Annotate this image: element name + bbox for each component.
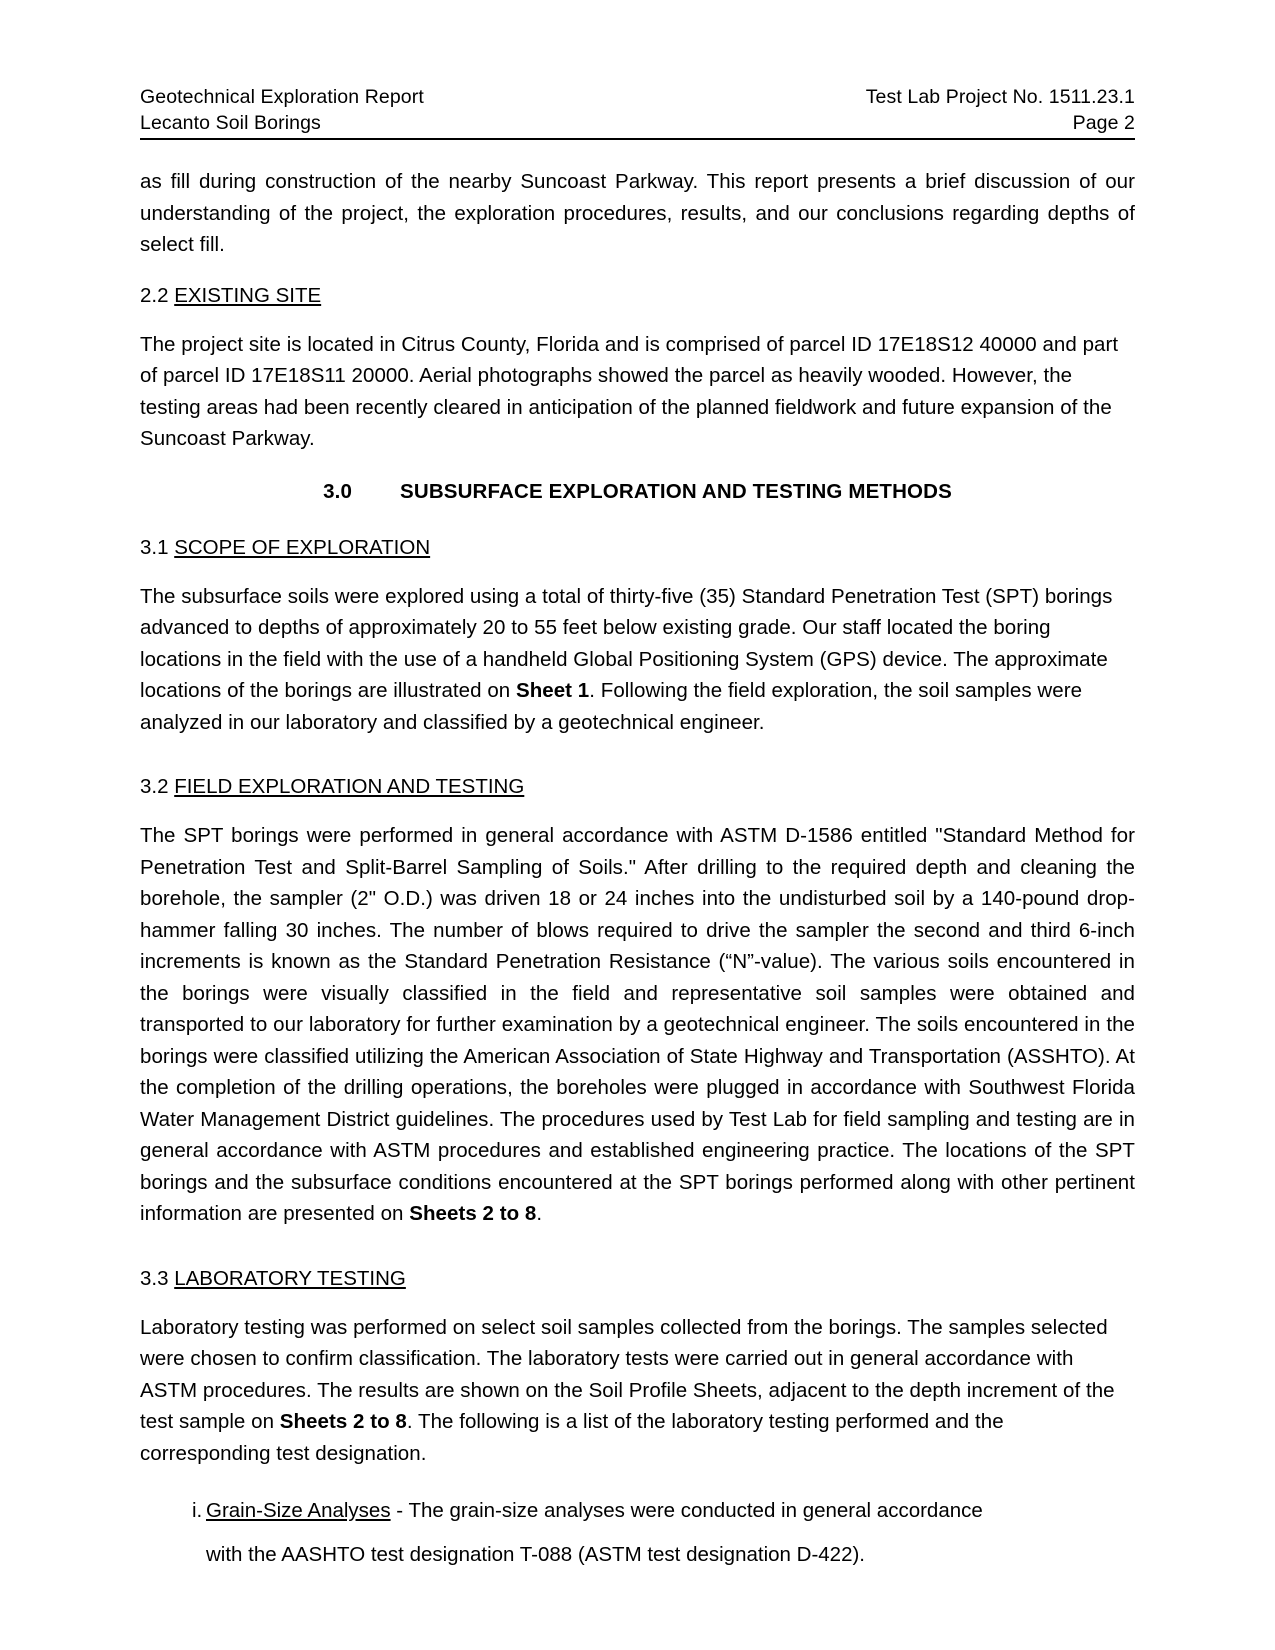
list-item-text-line1: - The grain-size analyses were conducted in general accordance	[390, 1499, 983, 1522]
section-3-2-text-part2: .	[536, 1202, 543, 1225]
section-3-1-number: 3.1	[140, 535, 169, 559]
project-number: Test Lab Project No. 1511.23.1	[865, 86, 1135, 108]
section-3-1-title: SCOPE OF EXPLORATION	[174, 535, 431, 559]
heading-section-2-2	[140, 281, 1135, 311]
heading-section-3-3	[140, 1264, 1135, 1294]
section-3-1-paragraph	[140, 581, 1135, 739]
page-number: Page 2	[1072, 112, 1135, 134]
section-3-2-title: FIELD EXPLORATION AND TESTING	[174, 775, 525, 798]
report-title: Geotechnical Exploration Report	[140, 86, 424, 108]
section-2-2-title: EXISTING SITE	[174, 283, 322, 307]
list-item-term: Grain-Size Analyses	[206, 1499, 391, 1522]
section-3-2-paragraph	[140, 820, 1135, 1230]
section-2-2-number: 2.2	[140, 283, 169, 307]
header-row-2	[140, 110, 1135, 136]
section-3-2-number: 3.2	[140, 775, 169, 798]
section-3-3-paragraph	[140, 1312, 1135, 1470]
laboratory-test-list	[140, 1489, 1135, 1577]
heading-section-3-1	[140, 533, 1135, 563]
section-3-2-sheet-reference: Sheets 2 to 8	[409, 1202, 537, 1225]
section-2-2-paragraph: The project site is located in Citrus County, Florida and is comprised of parcel ID 17E18S12 40000 and part of parcel ID 17E18S11 20000. Aerial photographs showed the parcel as heavily wooded. However, the testing areas had been recently cleared in anticipation of the planned fieldwork and future expansion of the Suncoast Parkway.	[140, 332, 1119, 450]
heading-section-3-2	[140, 772, 1135, 802]
heading-section-3-0	[140, 477, 1135, 507]
spacer	[140, 1250, 1135, 1264]
section-3-3-sheet-reference: Sheets 2 to 8	[279, 1410, 407, 1433]
section-3-1-text-part2: . Following the field exploration, the soil samples were analyzed in our laboratory and classified by a geotechnical engineer.	[140, 679, 1083, 734]
section-3-3-number: 3.3	[140, 1266, 169, 1290]
section-3-1-sheet-reference: Sheet 1	[515, 679, 590, 702]
section-3-0-number: 3.0	[323, 479, 353, 503]
list-item-text-line2: with the AASHTO test designation T-088 (ASTM test designation D-422).	[206, 1543, 865, 1566]
intro-paragraph: as fill during construction of the nearby Suncoast Parkway. This report presents a brief discussion of our understanding of the project, the exploration procedures, results, and our conclusions regarding depths of select fill.	[140, 170, 1135, 256]
report-subtitle: Lecanto Soil Borings	[140, 112, 321, 134]
section-3-3-text-part2: . The following is a list of the laboratory testing performed and the corresponding test designation.	[140, 1410, 1004, 1465]
section-3-3-text-part1: Laboratory testing was performed on select soil samples collected from the borings. The samples selected were chosen to confirm classification. The laboratory tests were carried out in general accordance with ASTM procedures. The results are shown on the Soil Profile Sheets, adjacent to the depth increment of the test sample on	[140, 1315, 1115, 1433]
page-header	[140, 84, 1135, 140]
section-3-0-title: SUBSURFACE EXPLORATION AND TESTING METHODS	[400, 479, 952, 503]
section-3-3-title: LABORATORY TESTING	[174, 1266, 406, 1290]
spacer	[140, 758, 1135, 772]
section-3-1-text-part1: The subsurface soils were explored using a total of thirty-five (35) Standard Penetration Test (SPT) borings advanced to depths of approximately 20 to 55 feet below existing grade. Our staff located the boring locations in the field with the use of a handheld Global Positioning System (GPS) device. The approximate locations of the borings are illustrated on	[140, 584, 1113, 702]
list-item-marker: i.	[192, 1499, 203, 1522]
section-3-2-text-part1: The SPT borings were performed in general accordance with ASTM D-1586 entitled "Standard Method for Penetration Test and Split-Barrel Sampling of Soils." After drilling to the required depth and cleaning the borehole, the sampler (2" O.D.) was driven 18 or 24 inches into the undisturbed soil by a 140-pound drop-hammer falling 30 inches. The number of blows required to drive the sampler the second and third 6-inch increments is known as the Standard Penetration Resistance (“N”-value). The various soils encountered in the borings were visually classified in the field and representative soil samples were obtained and transported to our laboratory for further examination by a geotechnical engineer. The soils encountered in the borings were classified utilizing the American Association of State Highway and Transportation (ASSHTO). At the completion of the drilling operations, the boreholes were plugged in accordance with Southwest Florida Water Management District guidelines. The procedures used by Test Lab for field sampling and testing are in general accordance with ASTM procedures and established engineering practice. The locations of the SPT borings and the subsurface conditions encountered at the SPT borings performed along with other pertinent information are presented on	[140, 824, 1135, 1225]
list-item	[140, 1489, 1135, 1577]
list-item-body	[206, 1489, 1135, 1577]
header-row-1	[140, 84, 1135, 110]
